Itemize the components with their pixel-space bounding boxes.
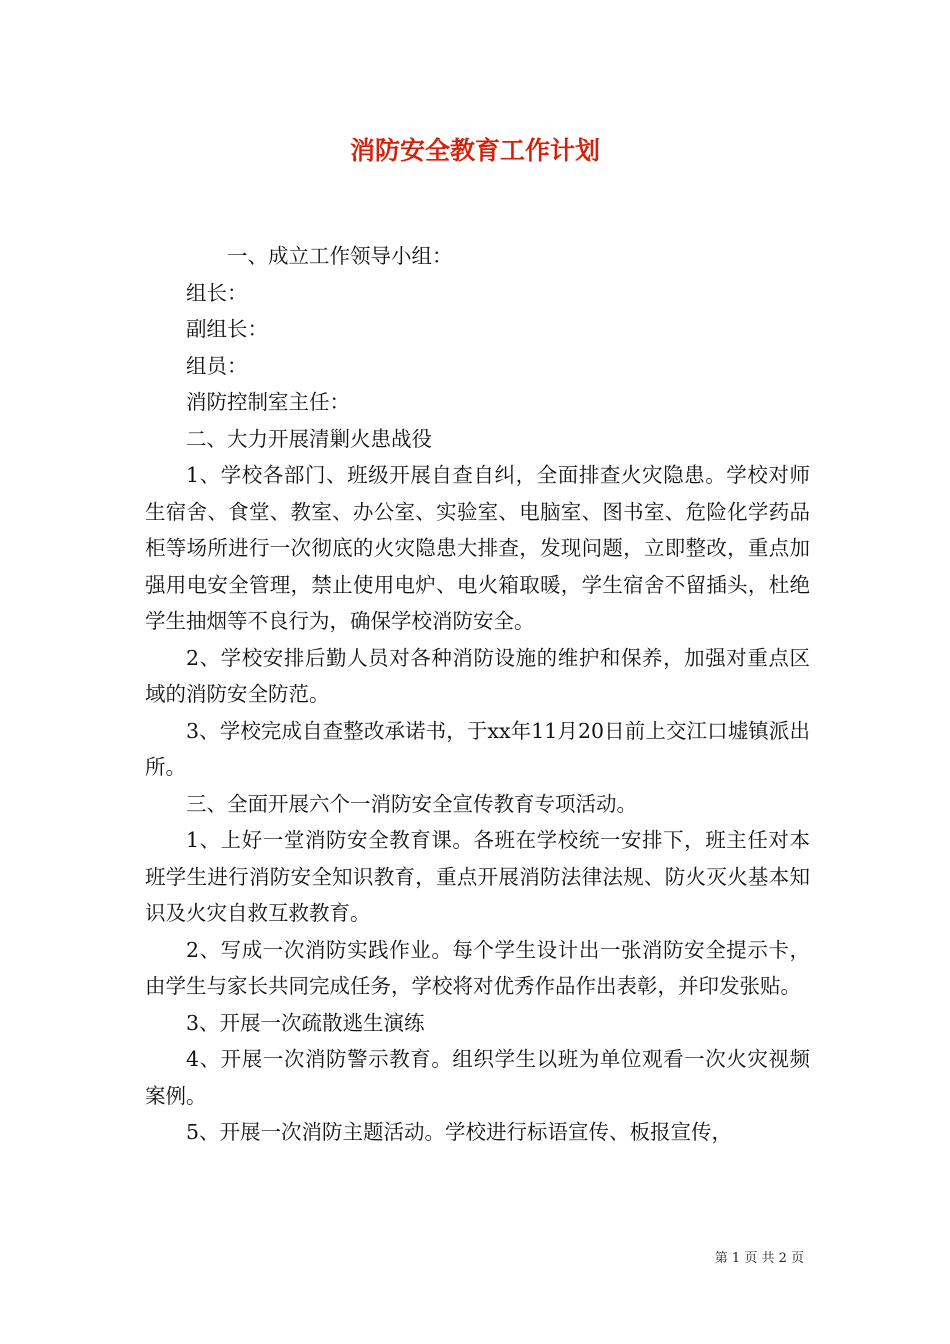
paragraph-3-3: 3、开展一次疏散逃生演练 (186, 1010, 425, 1035)
document-title: 消防安全教育工作计划 (349, 136, 600, 165)
deputy-leader-line: 副组长： (186, 317, 268, 341)
paragraph-3-2: 2、写成一次消防实践作业。每个学生设计出一张消防安全提示卡，由学生与家长共同完成任务，学校将对优秀作品作出表彰，并印发张贴。 (145, 937, 810, 998)
paragraph-3-5: 5、开展一次消防主题活动。学校进行标语宣传、板报宣传， (186, 1120, 733, 1144)
leader-line: 组长： (186, 280, 248, 305)
page-number: 第 1 页 共 2 页 (714, 1251, 804, 1266)
paragraph-2-1: 1、学校各部门、班级开展自查自纠，全面排查火灾隐患。学校对师生宿舍、食堂、教室、办公室、实验室、电脑室、图书室、危险化学药品柜等场所进行一次彻底的火灾隐患大排查，发现问题，立即整改，重点加强用电安全管理，禁止使用电炉、电火箱取暖，学生宿舍不留插头，杜绝学生抽烟等不良行为，确保学校消防安全。 (145, 463, 810, 633)
paragraph-2-2: 2、学校安排后勤人员对各种消防设施的维护和保养，加强对重点区域的消防安全防范。 (145, 645, 810, 706)
section-heading-3: 三、全面开展六个一消防安全宣传教育专项活动。 (186, 791, 637, 816)
document-body (145, 238, 810, 1151)
paragraph-3-4: 4、开展一次消防警示教育。组织学生以班为单位观看一次火灾视频案例。 (145, 1047, 810, 1108)
paragraph-2-3: 3、学校完成自查整改承诺书，于xx年11月20日前上交江口墟镇派出所。 (145, 718, 810, 779)
members-line: 组员： (186, 353, 248, 378)
section-heading-1: 一、成立工作领导小组： (227, 244, 453, 268)
section-heading-2: 二、大力开展清剿火患战役 (186, 426, 432, 451)
paragraph-3-1: 1、上好一堂消防安全教育课。各班在学校统一安排下，班主任对本班学生进行消防安全知识教育，重点开展消防法律法规、防火灭火基本知识及火灾自救互救教育。 (145, 828, 810, 925)
control-room-director-line: 消防控制室主任： (186, 390, 350, 414)
